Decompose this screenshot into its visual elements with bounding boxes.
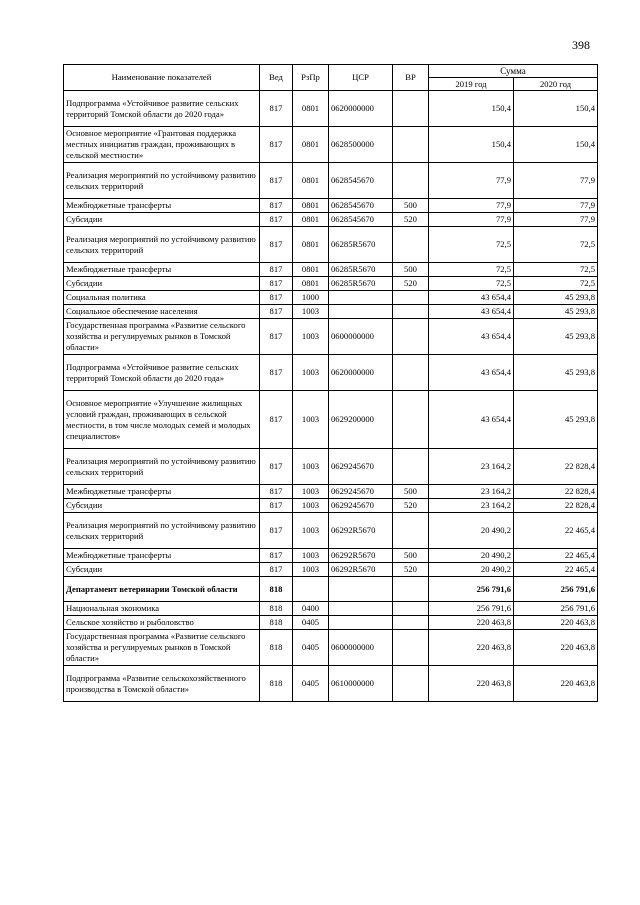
row-ved: 817 [260, 513, 293, 549]
row-ved: 817 [260, 485, 293, 499]
row-ved: 817 [260, 319, 293, 355]
row-sum-2019: 220 463,8 [429, 616, 514, 630]
row-rzpr: 1003 [293, 549, 329, 563]
row-vr: 520 [393, 563, 429, 577]
row-name: Межбюджетные трансферты [64, 549, 260, 563]
row-csr: 0629245670 [329, 499, 393, 513]
row-rzpr: 0801 [293, 227, 329, 263]
row-name: Субсидии [64, 499, 260, 513]
row-rzpr: 1000 [293, 291, 329, 305]
row-sum-2019: 20 490,2 [429, 563, 514, 577]
table-row [64, 277, 598, 291]
row-sum-2019: 77,9 [429, 213, 514, 227]
table-row [64, 291, 598, 305]
row-name: Основное мероприятие «Улучшение жилищных условий граждан, проживающих в сельской местности, в том числе молодых семей и молодых специалистов» [64, 391, 260, 449]
table-row [64, 391, 598, 449]
row-sum-2019: 23 164,2 [429, 485, 514, 499]
row-ved: 818 [260, 630, 293, 666]
row-sum-2020: 22 465,4 [514, 513, 598, 549]
table-row [64, 305, 598, 319]
row-rzpr: 0801 [293, 91, 329, 127]
row-csr [329, 305, 393, 319]
row-name: Субсидии [64, 277, 260, 291]
row-name: Реализация мероприятий по устойчивому развитию сельских территорий [64, 163, 260, 199]
row-ved: 817 [260, 291, 293, 305]
row-vr: 500 [393, 485, 429, 499]
row-sum-2019: 77,9 [429, 163, 514, 199]
row-rzpr: 1003 [293, 513, 329, 549]
row-sum-2020: 22 828,4 [514, 499, 598, 513]
row-rzpr: 1003 [293, 449, 329, 485]
header-sum: Сумма [429, 65, 598, 78]
row-csr [329, 616, 393, 630]
row-rzpr: 1003 [293, 563, 329, 577]
table-body [64, 91, 598, 702]
row-sum-2019: 43 654,4 [429, 319, 514, 355]
row-rzpr: 0801 [293, 277, 329, 291]
row-sum-2020: 220 463,8 [514, 630, 598, 666]
row-name: Реализация мероприятий по устойчивому развитию сельских территорий [64, 449, 260, 485]
row-vr [393, 319, 429, 355]
row-sum-2020: 77,9 [514, 163, 598, 199]
row-sum-2020: 220 463,8 [514, 616, 598, 630]
row-ved: 818 [260, 602, 293, 616]
table-row [64, 355, 598, 391]
row-rzpr: 1003 [293, 355, 329, 391]
row-rzpr: 1003 [293, 391, 329, 449]
row-sum-2019: 150,4 [429, 127, 514, 163]
row-csr: 0620000000 [329, 91, 393, 127]
row-rzpr: 0801 [293, 213, 329, 227]
row-vr [393, 305, 429, 319]
row-vr [393, 602, 429, 616]
row-ved: 817 [260, 305, 293, 319]
row-rzpr: 1003 [293, 485, 329, 499]
table-row [64, 127, 598, 163]
row-sum-2020: 22 828,4 [514, 449, 598, 485]
row-ved: 817 [260, 449, 293, 485]
row-csr: 0629200000 [329, 391, 393, 449]
row-name: Подпрограмма «Развитие сельскохозяйственного производства в Томской области» [64, 666, 260, 702]
row-sum-2019: 72,5 [429, 227, 514, 263]
row-csr: 0600000000 [329, 319, 393, 355]
row-name: Национальная экономика [64, 602, 260, 616]
row-csr: 0628545670 [329, 199, 393, 213]
row-csr: 06285R5670 [329, 227, 393, 263]
row-ved: 817 [260, 227, 293, 263]
row-vr [393, 616, 429, 630]
row-sum-2019: 220 463,8 [429, 666, 514, 702]
row-sum-2019: 20 490,2 [429, 549, 514, 563]
row-rzpr: 1003 [293, 499, 329, 513]
row-ved: 817 [260, 391, 293, 449]
row-name: Субсидии [64, 563, 260, 577]
header-ved: Вед [260, 65, 293, 91]
row-vr: 520 [393, 277, 429, 291]
row-rzpr [293, 577, 329, 602]
row-sum-2020: 256 791,6 [514, 577, 598, 602]
row-sum-2020: 72,5 [514, 263, 598, 277]
row-rzpr: 1003 [293, 305, 329, 319]
table-row [64, 213, 598, 227]
header-csr: ЦСР [329, 65, 393, 91]
row-sum-2020: 45 293,8 [514, 391, 598, 449]
row-sum-2020: 150,4 [514, 127, 598, 163]
row-sum-2019: 220 463,8 [429, 630, 514, 666]
table-header [64, 65, 598, 91]
table-row [64, 577, 598, 602]
table-row [64, 163, 598, 199]
row-sum-2020: 22 828,4 [514, 485, 598, 499]
row-csr: 0600000000 [329, 630, 393, 666]
budget-table [63, 64, 598, 702]
row-sum-2020: 45 293,8 [514, 291, 598, 305]
row-vr [393, 127, 429, 163]
table-row [64, 616, 598, 630]
row-rzpr: 1003 [293, 319, 329, 355]
row-csr: 0629245670 [329, 449, 393, 485]
row-sum-2020: 72,5 [514, 277, 598, 291]
row-sum-2020: 256 791,6 [514, 602, 598, 616]
table-row [64, 91, 598, 127]
row-sum-2020: 220 463,8 [514, 666, 598, 702]
row-ved: 818 [260, 616, 293, 630]
row-sum-2019: 150,4 [429, 91, 514, 127]
table-row [64, 513, 598, 549]
table-row [64, 485, 598, 499]
row-csr: 06285R5670 [329, 277, 393, 291]
row-sum-2020: 45 293,8 [514, 319, 598, 355]
row-sum-2019: 23 164,2 [429, 499, 514, 513]
row-vr: 500 [393, 549, 429, 563]
row-sum-2019: 72,5 [429, 263, 514, 277]
row-ved: 817 [260, 199, 293, 213]
row-csr [329, 291, 393, 305]
table-row [64, 199, 598, 213]
row-sum-2019: 43 654,4 [429, 355, 514, 391]
row-sum-2019: 77,9 [429, 199, 514, 213]
row-vr [393, 227, 429, 263]
row-csr [329, 577, 393, 602]
row-rzpr: 0801 [293, 127, 329, 163]
row-name: Реализация мероприятий по устойчивому развитию сельских территорий [64, 513, 260, 549]
row-vr [393, 291, 429, 305]
row-name: Межбюджетные трансферты [64, 485, 260, 499]
table-row [64, 666, 598, 702]
row-ved: 817 [260, 127, 293, 163]
row-vr [393, 577, 429, 602]
row-ved: 817 [260, 213, 293, 227]
row-ved: 817 [260, 91, 293, 127]
row-ved: 817 [260, 263, 293, 277]
row-vr [393, 355, 429, 391]
row-vr: 520 [393, 213, 429, 227]
row-ved: 817 [260, 499, 293, 513]
row-csr: 0628500000 [329, 127, 393, 163]
row-csr [329, 602, 393, 616]
table-row [64, 263, 598, 277]
row-vr: 500 [393, 199, 429, 213]
row-rzpr: 0405 [293, 666, 329, 702]
table-row [64, 499, 598, 513]
row-vr [393, 449, 429, 485]
row-rzpr: 0801 [293, 163, 329, 199]
row-ved: 817 [260, 563, 293, 577]
row-csr: 0628545670 [329, 163, 393, 199]
row-name: Реализация мероприятий по устойчивому развитию сельских территорий [64, 227, 260, 263]
row-ved: 817 [260, 277, 293, 291]
row-name: Подпрограмма «Устойчивое развитие сельских территорий Томской области до 2020 года» [64, 91, 260, 127]
row-sum-2020: 45 293,8 [514, 355, 598, 391]
row-name: Субсидии [64, 213, 260, 227]
row-sum-2020: 150,4 [514, 91, 598, 127]
row-sum-2020: 77,9 [514, 199, 598, 213]
row-sum-2019: 256 791,6 [429, 602, 514, 616]
row-rzpr: 0405 [293, 630, 329, 666]
row-sum-2019: 72,5 [429, 277, 514, 291]
row-csr: 0628545670 [329, 213, 393, 227]
row-ved: 817 [260, 355, 293, 391]
row-sum-2020: 22 465,4 [514, 549, 598, 563]
row-sum-2019: 43 654,4 [429, 291, 514, 305]
row-csr: 06292R5670 [329, 513, 393, 549]
row-name: Межбюджетные трансферты [64, 199, 260, 213]
row-name: Сельское хозяйство и рыболовство [64, 616, 260, 630]
row-rzpr: 0801 [293, 199, 329, 213]
row-csr: 06292R5670 [329, 549, 393, 563]
header-2020: 2020 год [514, 78, 598, 91]
row-vr [393, 163, 429, 199]
row-vr [393, 91, 429, 127]
row-ved: 817 [260, 549, 293, 563]
row-vr [393, 666, 429, 702]
row-sum-2019: 43 654,4 [429, 391, 514, 449]
header-2019: 2019 год [429, 78, 514, 91]
header-rzpr: РзПр [293, 65, 329, 91]
page-number: 398 [572, 38, 590, 52]
row-vr [393, 391, 429, 449]
row-name: Подпрограмма «Устойчивое развитие сельских территорий Томской области до 2020 года» [64, 355, 260, 391]
row-sum-2019: 20 490,2 [429, 513, 514, 549]
row-vr [393, 513, 429, 549]
row-rzpr: 0405 [293, 616, 329, 630]
header-vr: ВР [393, 65, 429, 91]
row-sum-2020: 77,9 [514, 213, 598, 227]
row-csr: 0620000000 [329, 355, 393, 391]
row-sum-2020: 72,5 [514, 227, 598, 263]
table-row [64, 227, 598, 263]
row-name: Государственная программа «Развитие сельского хозяйства и регулируемых рынков в Томской области» [64, 319, 260, 355]
row-sum-2019: 23 164,2 [429, 449, 514, 485]
table-row [64, 630, 598, 666]
row-csr: 06285R5670 [329, 263, 393, 277]
row-rzpr: 0400 [293, 602, 329, 616]
row-sum-2020: 45 293,8 [514, 305, 598, 319]
row-name: Социальное обеспечение населения [64, 305, 260, 319]
row-rzpr: 0801 [293, 263, 329, 277]
row-vr [393, 630, 429, 666]
row-name: Государственная программа «Развитие сельского хозяйства и регулируемых рынков в Томской области» [64, 630, 260, 666]
row-name: Межбюджетные трансферты [64, 263, 260, 277]
row-name: Департамент ветеринарии Томской области [64, 577, 260, 602]
row-ved: 817 [260, 163, 293, 199]
row-name: Социальная политика [64, 291, 260, 305]
table-row [64, 602, 598, 616]
row-ved: 818 [260, 666, 293, 702]
row-ved: 818 [260, 577, 293, 602]
row-sum-2020: 22 465,4 [514, 563, 598, 577]
table-row [64, 319, 598, 355]
table-row [64, 563, 598, 577]
row-sum-2019: 256 791,6 [429, 577, 514, 602]
row-csr: 0610000000 [329, 666, 393, 702]
row-name: Основное мероприятие «Грантовая поддержка местных инициатив граждан, проживающих в сельской местности» [64, 127, 260, 163]
row-csr: 0629245670 [329, 485, 393, 499]
table-row [64, 449, 598, 485]
table-row [64, 549, 598, 563]
row-csr: 06292R5670 [329, 563, 393, 577]
row-vr: 520 [393, 499, 429, 513]
row-vr: 500 [393, 263, 429, 277]
header-name: Наименование показателей [64, 65, 260, 91]
row-sum-2019: 43 654,4 [429, 305, 514, 319]
